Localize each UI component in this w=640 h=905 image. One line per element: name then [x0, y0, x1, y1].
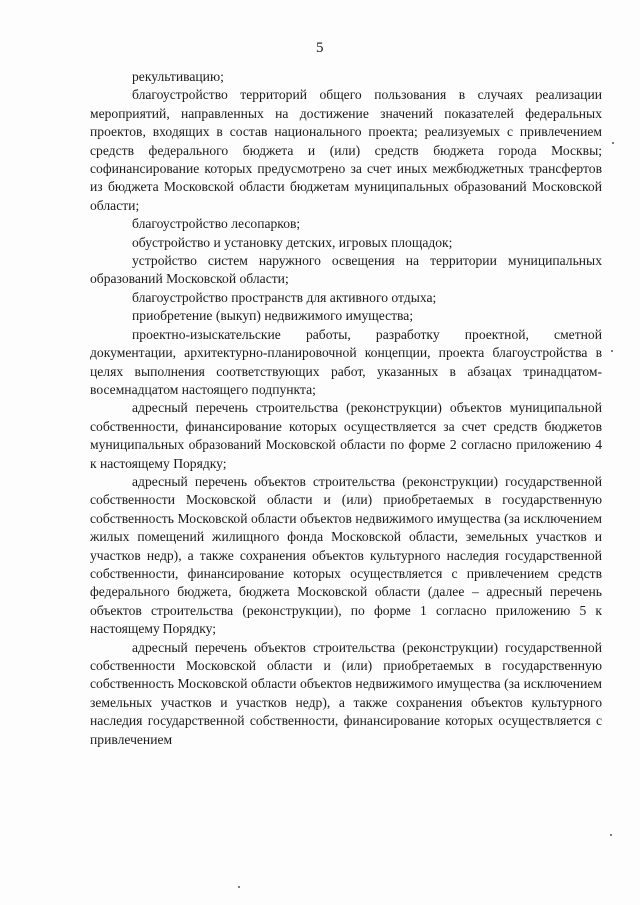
- paragraph-playgrounds: обустройство и установку детских, игровых площадок;: [132, 234, 453, 250]
- paragraph-state-list-regional: адресный перечень объектов строительства (реконструкции) государственной собственности Московской области и (или) приобретаемых в государственную собственность Московской области объектов недвижимого имущества (за исключением земельных участков и участков недр), а также сохранения объектов культурного наследия государственной собственности, финансирование которых осуществляется с привлечением: [90, 639, 602, 747]
- paragraph-municipal-list: адресный перечень строительства (реконструкции) объектов муниципальной собственности, финансирование которых осуществляется за счет средств бюджетов муниципальных образований Московской области по форме 2 согласно приложению 4 к настоящему Порядку;: [90, 400, 602, 471]
- scan-speck: [611, 350, 613, 352]
- paragraph-state-list-federal: адресный перечень объектов строительства (реконструкции) государственной собственности Московской области и (или) приобретаемых в государственную собственность Московской области объектов недвижимого имущества (за исключением жилых помещений жилищного фонда Московской области, земельных участков и участков недр), а также сохранения объектов культурного наследия государственной собственности, финансирование которых осуществляется с привлечением средств федерального бюджета, бюджета Московской области (далее – адресный перечень объектов строительства (реконструкции), по форме 1 согласно приложению 5 к настоящему Порядку;: [90, 473, 602, 637]
- page-number: 5: [316, 40, 324, 56]
- document-body: [90, 68, 602, 749]
- paragraph-design-works: проектно-изыскательские работы, разработку проектной, сметной документации, архитектурно-планировочной концепции, проекта благоустройства в целях выполнения соответствующих работ, указанных в абзацах тринадцатом-восемнадцатом настоящего подпункта;: [90, 326, 602, 397]
- scan-speck: [238, 886, 240, 888]
- paragraph-property-purchase: приобретение (выкуп) недвижимого имущества;: [132, 308, 414, 324]
- paragraph-lighting: устройство систем наружного освещения на территории муниципальных образований Московской области;: [90, 253, 602, 287]
- paragraph-recultivation: рекультивацию;: [132, 69, 224, 84]
- paragraph-public-areas: благоустройство территорий общего пользования в случаях реализации мероприятий, направленных на достижение значений показателей федеральных проектов, входящих в состав национального проекта; реализуемых с привлечением средств федерального бюджета и (или) средств бюджета города Москвы; софинансирование которых предусмотрено за счет иных межбюджетных трансфертов из бюджета Московской области бюджетам муниципальных образований Московской области;: [90, 87, 602, 213]
- paragraph-recreation-spaces: благоустройство пространств для активного отдыха;: [132, 289, 437, 305]
- scan-speck: [612, 142, 614, 144]
- scan-speck: [610, 834, 612, 836]
- paragraph-forest-parks: благоустройство лесопарков;: [132, 216, 301, 232]
